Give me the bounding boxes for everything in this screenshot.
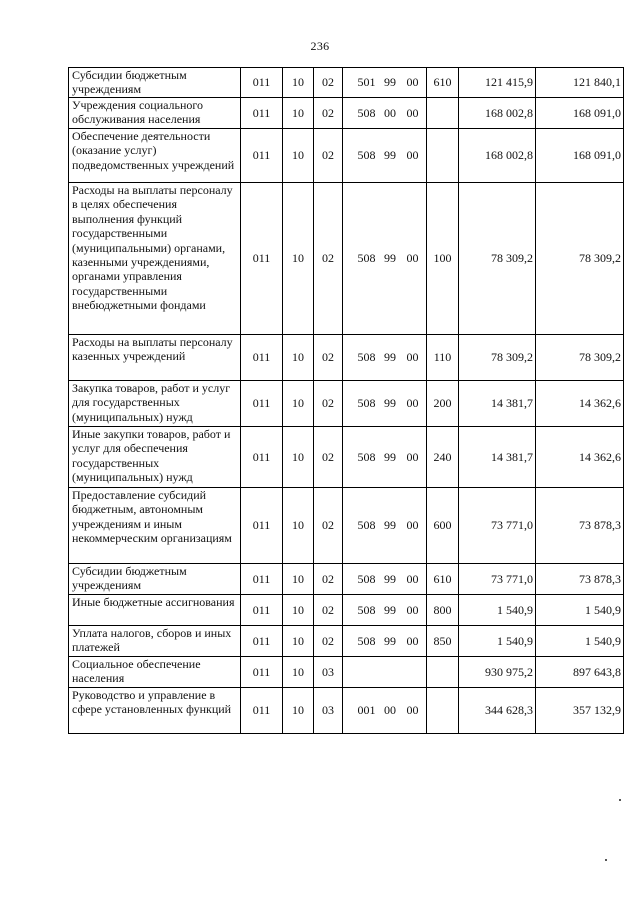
target-article-subprogram: 99 xyxy=(380,427,401,488)
ministry-code: 011 xyxy=(241,626,283,657)
section-code: 10 xyxy=(283,381,314,427)
amount-year-2: 1 540,9 xyxy=(536,595,624,626)
target-article-subprogram: 99 xyxy=(380,183,401,335)
amount-year-1: 14 381,7 xyxy=(459,427,536,488)
table-row xyxy=(69,129,624,183)
amount-year-1: 73 771,0 xyxy=(459,488,536,564)
table-row xyxy=(69,427,624,488)
row-name: Учреждения социального обслуживания населения xyxy=(69,98,241,129)
table-row xyxy=(69,335,624,381)
table-row xyxy=(69,626,624,657)
section-code: 10 xyxy=(283,427,314,488)
target-article-direction: 00 xyxy=(401,688,427,734)
target-article-program: 508 xyxy=(343,183,380,335)
section-code: 10 xyxy=(283,68,314,98)
expense-type-code: 240 xyxy=(427,427,459,488)
target-article-subprogram: 99 xyxy=(380,488,401,564)
ministry-code: 011 xyxy=(241,427,283,488)
amount-year-2: 78 309,2 xyxy=(536,183,624,335)
row-name: Иные бюджетные ассигнования xyxy=(69,595,241,626)
amount-year-2: 168 091,0 xyxy=(536,98,624,129)
amount-year-1: 78 309,2 xyxy=(459,183,536,335)
target-article-program: 508 xyxy=(343,129,380,183)
target-article-direction: 00 xyxy=(401,564,427,595)
target-article-subprogram: 00 xyxy=(380,688,401,734)
target-article-program: 001 xyxy=(343,688,380,734)
target-article-subprogram: 00 xyxy=(380,98,401,129)
target-article-program: 508 xyxy=(343,427,380,488)
amount-year-1: 168 002,8 xyxy=(459,98,536,129)
subsection-code: 02 xyxy=(314,595,343,626)
row-name: Социальное обеспечение населения xyxy=(69,657,241,688)
budget-table-body xyxy=(69,68,624,734)
target-article-subprogram: 99 xyxy=(380,68,401,98)
expense-type-code: 100 xyxy=(427,183,459,335)
target-article-program: 508 xyxy=(343,98,380,129)
table-row xyxy=(69,488,624,564)
target-article-program: 508 xyxy=(343,626,380,657)
ministry-code: 011 xyxy=(241,183,283,335)
expense-type-code xyxy=(427,688,459,734)
subsection-code: 02 xyxy=(314,381,343,427)
amount-year-1: 344 628,3 xyxy=(459,688,536,734)
row-name: Предоставление субсидий бюджетным, автономным учреждениям и иным некоммерческим организациям xyxy=(69,488,241,564)
amount-year-2: 14 362,6 xyxy=(536,427,624,488)
target-article-subprogram: 99 xyxy=(380,335,401,381)
row-name: Расходы на выплаты персоналу в целях обеспечения выполнения функций государственными (муниципальными) органами, казенными учреждениями, органами управления государственными внебюджетными фондами xyxy=(69,183,241,335)
target-article-program: 508 xyxy=(343,595,380,626)
amount-year-1: 14 381,7 xyxy=(459,381,536,427)
row-name: Расходы на выплаты персоналу казенных учреждений xyxy=(69,335,241,381)
target-article-program: 501 xyxy=(343,68,380,98)
amount-year-1: 78 309,2 xyxy=(459,335,536,381)
section-code: 10 xyxy=(283,335,314,381)
row-name: Закупка товаров, работ и услуг для государственных (муниципальных) нужд xyxy=(69,381,241,427)
target-article-direction: 00 xyxy=(401,488,427,564)
section-code: 10 xyxy=(283,595,314,626)
target-article-direction: 00 xyxy=(401,183,427,335)
ministry-code: 011 xyxy=(241,488,283,564)
ministry-code: 011 xyxy=(241,129,283,183)
subsection-code: 03 xyxy=(314,657,343,688)
amount-year-1: 121 415,9 xyxy=(459,68,536,98)
amount-year-1: 1 540,9 xyxy=(459,595,536,626)
ministry-code: 011 xyxy=(241,381,283,427)
section-code: 10 xyxy=(283,626,314,657)
row-name: Руководство и управление в сфере установленных функций xyxy=(69,688,241,734)
margin-mark xyxy=(619,799,621,801)
subsection-code: 02 xyxy=(314,68,343,98)
section-code: 10 xyxy=(283,488,314,564)
target-article-program: 508 xyxy=(343,335,380,381)
target-article-program: 508 xyxy=(343,564,380,595)
row-name: Субсидии бюджетным учреждениям xyxy=(69,564,241,595)
amount-year-2: 357 132,9 xyxy=(536,688,624,734)
ministry-code: 011 xyxy=(241,595,283,626)
table-row xyxy=(69,381,624,427)
amount-year-2: 897 643,8 xyxy=(536,657,624,688)
target-article-program xyxy=(343,657,380,688)
section-code: 10 xyxy=(283,98,314,129)
section-code: 10 xyxy=(283,657,314,688)
table-row xyxy=(69,98,624,129)
amount-year-1: 168 002,8 xyxy=(459,129,536,183)
expense-type-code xyxy=(427,98,459,129)
target-article-program: 508 xyxy=(343,488,380,564)
amount-year-1: 1 540,9 xyxy=(459,626,536,657)
target-article-direction: 00 xyxy=(401,427,427,488)
target-article-subprogram: 99 xyxy=(380,564,401,595)
expense-type-code xyxy=(427,657,459,688)
table-row xyxy=(69,688,624,734)
target-article-subprogram: 99 xyxy=(380,381,401,427)
subsection-code: 02 xyxy=(314,488,343,564)
expense-type-code: 800 xyxy=(427,595,459,626)
subsection-code: 02 xyxy=(314,129,343,183)
section-code: 10 xyxy=(283,688,314,734)
row-name: Обеспечение деятельности (оказание услуг) подведомственных учреждений xyxy=(69,129,241,183)
amount-year-2: 1 540,9 xyxy=(536,626,624,657)
target-article-subprogram: 99 xyxy=(380,129,401,183)
target-article-direction: 00 xyxy=(401,129,427,183)
margin-mark xyxy=(605,859,607,861)
amount-year-1: 930 975,2 xyxy=(459,657,536,688)
ministry-code: 011 xyxy=(241,98,283,129)
amount-year-2: 78 309,2 xyxy=(536,335,624,381)
row-name: Уплата налогов, сборов и иных платежей xyxy=(69,626,241,657)
amount-year-2: 168 091,0 xyxy=(536,129,624,183)
ministry-code: 011 xyxy=(241,335,283,381)
subsection-code: 02 xyxy=(314,98,343,129)
expense-type-code: 110 xyxy=(427,335,459,381)
expense-type-code: 850 xyxy=(427,626,459,657)
amount-year-2: 14 362,6 xyxy=(536,381,624,427)
table-row xyxy=(69,657,624,688)
target-article-program: 508 xyxy=(343,381,380,427)
target-article-subprogram: 99 xyxy=(380,595,401,626)
row-name: Иные закупки товаров, работ и услуг для обеспечения государственных (муниципальных) нужд xyxy=(69,427,241,488)
ministry-code: 011 xyxy=(241,688,283,734)
table-row xyxy=(69,183,624,335)
ministry-code: 011 xyxy=(241,564,283,595)
subsection-code: 02 xyxy=(314,183,343,335)
target-article-direction: 00 xyxy=(401,626,427,657)
table-row xyxy=(69,68,624,98)
amount-year-2: 73 878,3 xyxy=(536,488,624,564)
section-code: 10 xyxy=(283,564,314,595)
target-article-direction xyxy=(401,657,427,688)
ministry-code: 011 xyxy=(241,657,283,688)
expense-type-code: 610 xyxy=(427,68,459,98)
expense-type-code: 200 xyxy=(427,381,459,427)
table-row xyxy=(69,564,624,595)
target-article-subprogram: 99 xyxy=(380,626,401,657)
table-row xyxy=(69,595,624,626)
amount-year-2: 121 840,1 xyxy=(536,68,624,98)
section-code: 10 xyxy=(283,183,314,335)
subsection-code: 02 xyxy=(314,335,343,381)
subsection-code: 02 xyxy=(314,626,343,657)
target-article-direction: 00 xyxy=(401,335,427,381)
amount-year-2: 73 878,3 xyxy=(536,564,624,595)
subsection-code: 02 xyxy=(314,427,343,488)
expense-type-code: 600 xyxy=(427,488,459,564)
target-article-subprogram xyxy=(380,657,401,688)
budget-table xyxy=(68,67,624,734)
amount-year-1: 73 771,0 xyxy=(459,564,536,595)
expense-type-code xyxy=(427,129,459,183)
target-article-direction: 00 xyxy=(401,381,427,427)
target-article-direction: 00 xyxy=(401,98,427,129)
expense-type-code: 610 xyxy=(427,564,459,595)
page-number: 236 xyxy=(310,39,330,53)
subsection-code: 02 xyxy=(314,564,343,595)
row-name: Субсидии бюджетным учреждениям xyxy=(69,68,241,98)
ministry-code: 011 xyxy=(241,68,283,98)
subsection-code: 03 xyxy=(314,688,343,734)
section-code: 10 xyxy=(283,129,314,183)
target-article-direction: 00 xyxy=(401,595,427,626)
target-article-direction: 00 xyxy=(401,68,427,98)
